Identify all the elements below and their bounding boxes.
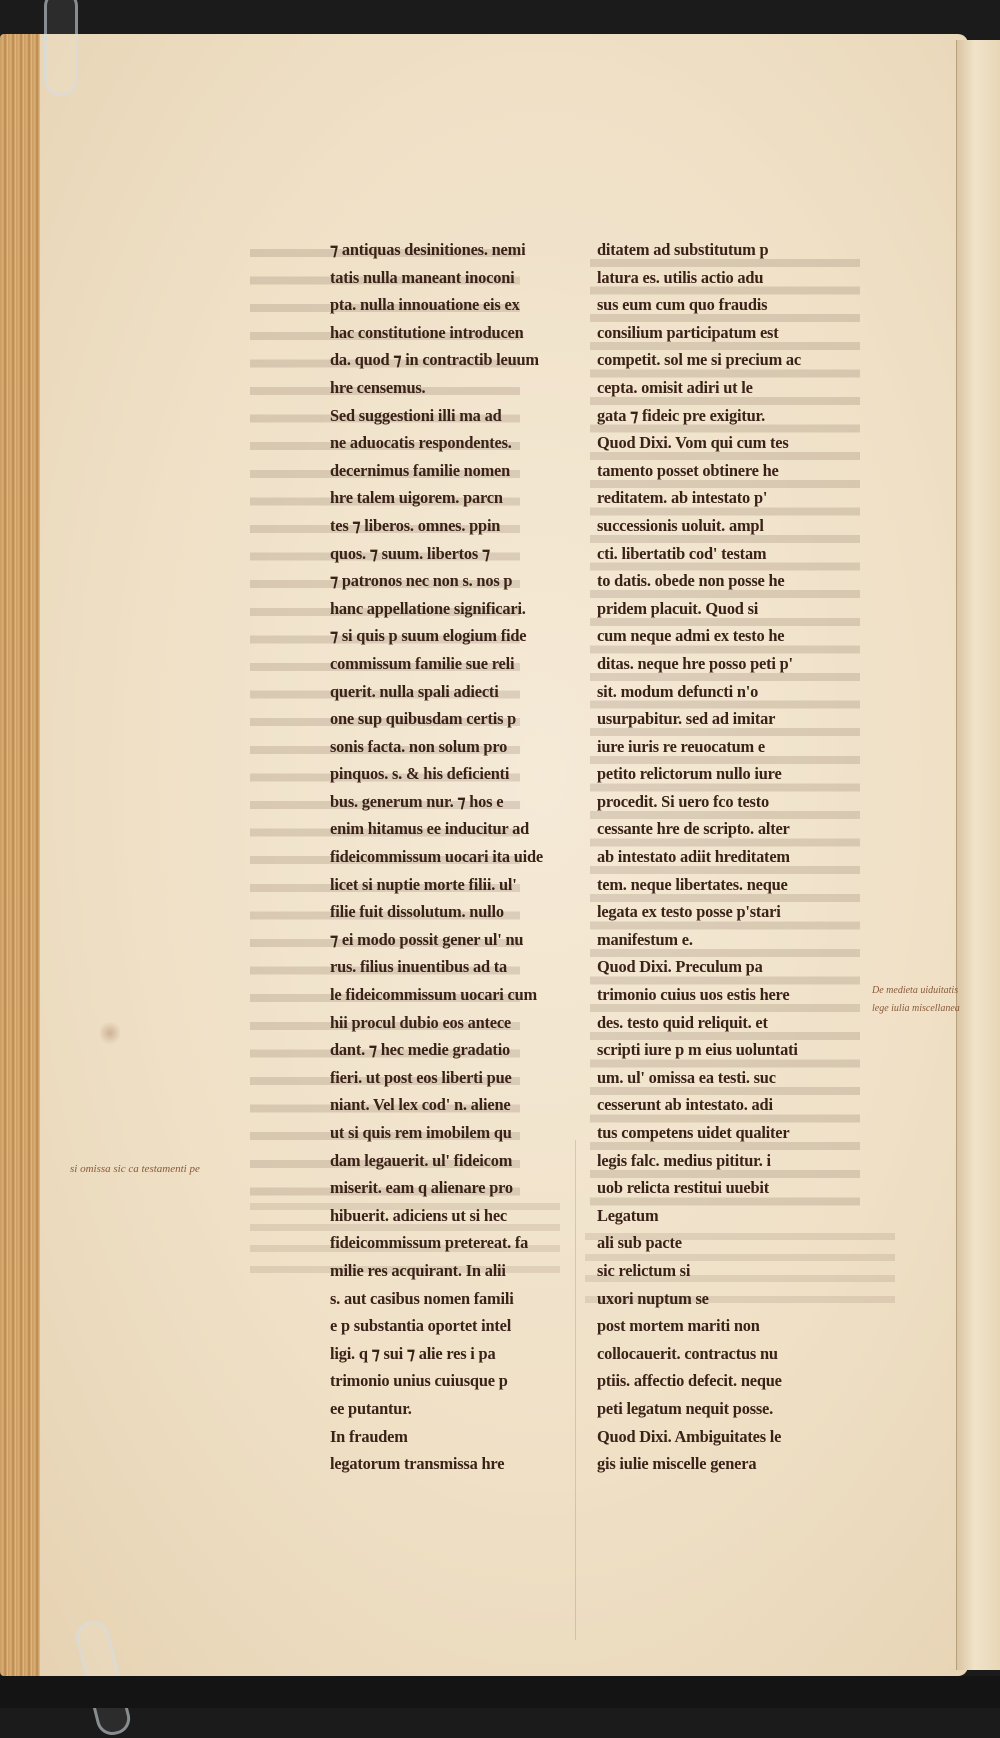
text-line: ⁊ antiquas desinitiones. nemi <box>330 240 526 259</box>
text-line: le fideicommissum uocari cum <box>330 985 537 1005</box>
text-line: hanc appellatione significari. <box>330 598 526 618</box>
text-line: hre censemus. <box>330 377 426 397</box>
text-line: one sup quibusdam certis p <box>330 709 517 729</box>
text-line: pta. nulla innouatione eis ex <box>330 295 520 315</box>
text-line: Quod Dixi. Preculum pa <box>597 957 763 977</box>
text-line: enim hitamus ee inducitur ad <box>330 819 530 839</box>
text-line: tus competens uidet qualiter <box>597 1123 790 1142</box>
text-line: tes ⁊ liberos. omnes. ppin <box>330 515 501 535</box>
text-line: legatorum transmissa hre <box>330 1454 505 1474</box>
text-column-left <box>330 236 592 1478</box>
text-line: fideicommissum pretereat. fa <box>330 1233 529 1253</box>
text-line: sic relictum si <box>597 1260 691 1280</box>
text-line: uxori nuptum se <box>597 1288 709 1308</box>
text-line: reditatem. ab intestato p' <box>597 488 768 508</box>
text-line: cti. libertatib cod' testam <box>597 543 767 563</box>
margin-note-left: si omissa sic ca testamenti pe <box>70 1163 200 1175</box>
adjacent-leaf-edge <box>956 40 1000 1670</box>
text-line: filie fuit dissolutum. nullo <box>330 902 504 922</box>
text-line: manifestum e. <box>597 929 693 949</box>
text-line: usurpabitur. sed ad imitar <box>597 709 776 729</box>
scan-background <box>0 1676 1000 1708</box>
text-line: sus eum cum quo fraudis <box>597 295 768 315</box>
text-line: da. quod ⁊ in contractib leuum <box>330 350 539 370</box>
text-line: trimonio cuius uos estis here <box>597 985 790 1005</box>
text-line: ab intestato adiit hreditatem <box>597 847 790 867</box>
text-line: sit. modum defuncti n'o <box>597 681 759 701</box>
text-line: fieri. ut post eos liberti pue <box>330 1067 512 1087</box>
text-line: In fraudem <box>330 1426 408 1446</box>
text-line: e p substantia oportet intel <box>330 1316 512 1336</box>
text-line: consilium participatum est <box>597 322 779 342</box>
text-line: successionis uoluit. ampl <box>597 515 764 535</box>
text-line: collocauerit. contractus nu <box>597 1343 778 1363</box>
text-line: ⁊ ei modo possit gener ul' nu <box>330 929 524 949</box>
text-line: miserit. eam q alienare pro <box>330 1178 513 1198</box>
text-line: ⁊ patronos nec non s. nos p <box>330 571 513 591</box>
text-line: querit. nulla spali adiecti <box>330 681 499 701</box>
text-line: legis falc. medius pititur. i <box>597 1150 771 1170</box>
text-line: pridem placuit. Quod si <box>597 598 759 618</box>
text-line: ptiis. affectio defecit. neque <box>597 1371 782 1391</box>
text-line: tem. neque libertates. neque <box>597 874 788 894</box>
text-line: Quod Dixi. Vom qui cum tes <box>597 433 789 453</box>
text-line: hac constitutione introducen <box>330 322 524 342</box>
text-line: niant. Vel lex cod' n. aliene <box>330 1095 511 1115</box>
text-line: um. ul' omissa ea testi. suc <box>597 1067 776 1087</box>
margin-note-right-2: lege iulia miscellanea <box>872 1003 960 1014</box>
text-line: gis iulie miscelle genera <box>597 1454 757 1474</box>
text-line: s. aut casibus nomen famili <box>330 1288 514 1308</box>
text-line: dam legauerit. ul' fideicom <box>330 1150 513 1170</box>
text-line: ali sub pacte <box>597 1233 682 1253</box>
text-line: iure iuris re reuocatum e <box>597 736 765 756</box>
text-line: competit. sol me si precium ac <box>597 350 801 370</box>
margin-note-right-1: De medieta uiduitatis <box>872 985 959 996</box>
text-line: Sed suggestioni illi ma ad <box>330 405 502 425</box>
text-line: des. testo quid reliquit. et <box>597 1012 768 1032</box>
page-stack-edge <box>0 34 40 1676</box>
text-line: ⁊ si quis p suum elogium fide <box>330 626 527 646</box>
text-line: ditatem ad substitutum p <box>597 240 769 259</box>
text-line: petito relictorum nullo iure <box>597 764 782 784</box>
text-line: cesserunt ab intestato. adi <box>597 1095 773 1115</box>
text-line: post mortem mariti non <box>597 1316 760 1336</box>
top-clip <box>44 0 78 96</box>
stain-mark <box>100 1020 120 1046</box>
text-line: trimonio unius cuiusque p <box>330 1371 508 1391</box>
text-line: scripti iure p m eius uoluntati <box>597 1040 798 1060</box>
text-line: ligi. q ⁊ sui ⁊ alie res i pa <box>330 1343 496 1363</box>
text-line: rus. filius inuentibus ad ta <box>330 957 508 977</box>
text-line: dant. ⁊ hec medie gradatio <box>330 1040 511 1060</box>
text-line: milie res acquirant. In alii <box>330 1260 506 1280</box>
text-line: Quod Dixi. Ambiguitates le <box>597 1426 782 1446</box>
text-line: hibuerit. adiciens ut si hec <box>330 1205 507 1225</box>
text-line: pinquos. s. & his deficienti <box>330 764 510 784</box>
text-line: hre talem uigorem. parcn <box>330 488 503 508</box>
text-line: procedit. Si uero fco testo <box>597 791 769 811</box>
text-line: cum neque admi ex testo he <box>597 626 785 646</box>
text-line: cepta. omisit adiri ut le <box>597 377 753 397</box>
text-line: commissum familie sue reli <box>330 653 515 673</box>
text-line: tatis nulla maneant inoconi <box>330 267 515 287</box>
text-column-right <box>597 236 859 1478</box>
text-line: sonis facta. non solum pro <box>330 736 508 756</box>
text-line: ee putantur. <box>330 1398 412 1418</box>
text-line: cessante hre de scripto. alter <box>597 819 790 839</box>
text-line: licet si nuptie morte filii. ul' <box>330 874 517 894</box>
text-line: ne aduocatis respondentes. <box>330 433 512 453</box>
text-line: Legatum <box>597 1205 659 1225</box>
text-line: legata ex testo posse p'stari <box>597 902 781 922</box>
text-line: ditas. neque hre posso peti p' <box>597 653 793 673</box>
text-line: uob relicta restitui uuebit <box>597 1178 770 1198</box>
text-line: fideicommissum uocari ita uide <box>330 847 543 867</box>
text-line: to datis. obede non posse he <box>597 571 785 591</box>
text-line: bus. generum nur. ⁊ hos e <box>330 791 504 811</box>
text-line: decernimus familie nomen <box>330 460 511 480</box>
text-line: peti legatum nequit posse. <box>597 1398 774 1418</box>
text-line: ut si quis rem imobilem qu <box>330 1123 512 1142</box>
text-line: latura es. utilis actio adu <box>597 267 764 287</box>
text-line: gata ⁊ fideic pre exigitur. <box>597 405 765 425</box>
text-line: quos. ⁊ suum. libertos ⁊ <box>330 543 490 563</box>
text-line: tamento posset obtinere he <box>597 460 779 480</box>
text-line: hii procul dubio eos antece <box>330 1012 511 1032</box>
